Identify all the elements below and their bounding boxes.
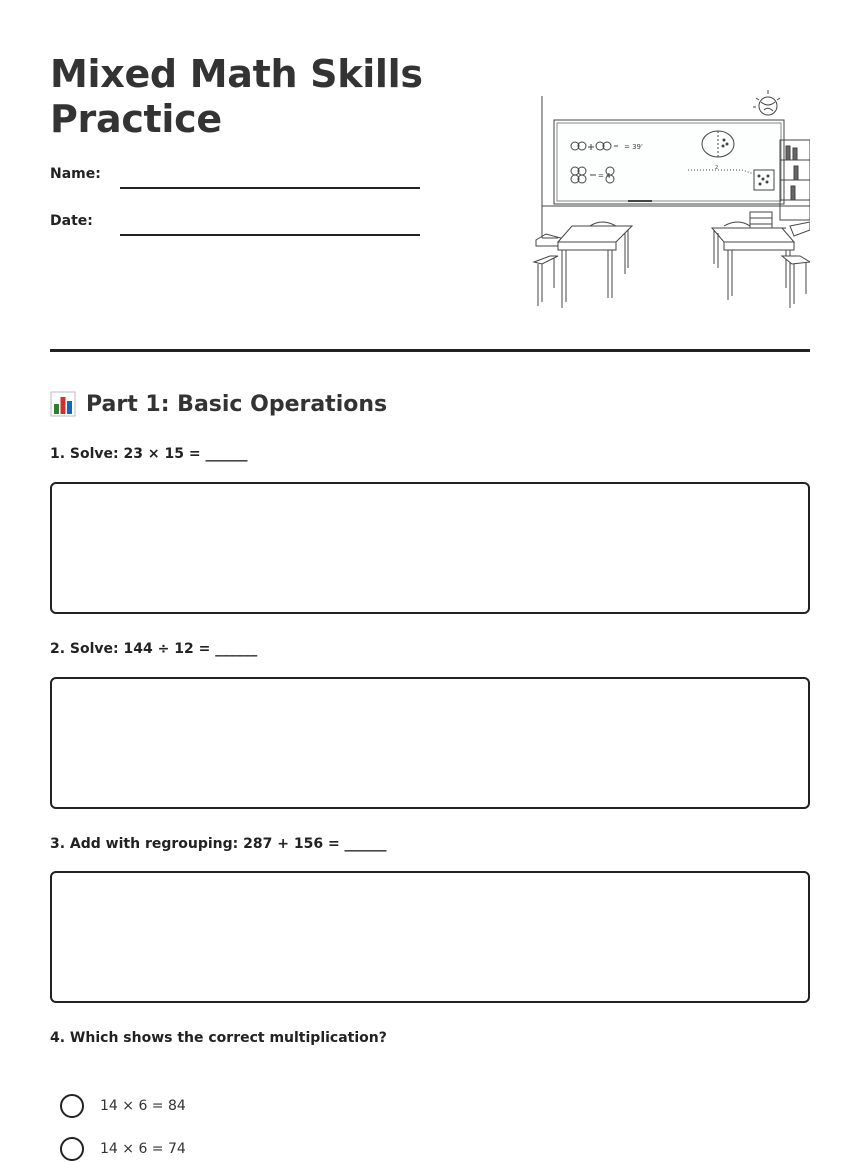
answer-box-1[interactable]: [50, 482, 810, 614]
option-1[interactable]: [60, 1093, 186, 1119]
answer-box-2[interactable]: [50, 677, 810, 809]
option-label: 14 × 6 = 84: [100, 1098, 186, 1114]
section-title: Part 1: Basic Operations: [86, 391, 388, 417]
worksheet-header: [50, 0, 810, 330]
radio-button[interactable]: [60, 1137, 84, 1161]
answer-box-3[interactable]: [50, 871, 810, 1003]
worksheet-page: [50, 0, 810, 1161]
board-text-two: 2: [715, 165, 719, 171]
date-field: [50, 209, 420, 237]
question-4: 4. Which shows the correct multiplication?: [50, 1030, 387, 1046]
board-text-sum: = 39': [624, 143, 643, 151]
header-divider: [50, 349, 810, 352]
name-label: Name:: [50, 166, 101, 182]
section-heading: [50, 388, 387, 420]
question-2: 2. Solve: 144 ÷ 12 = ______: [50, 641, 258, 657]
name-field: [50, 162, 420, 190]
bar-chart-icon: [50, 391, 76, 417]
date-line[interactable]: [120, 234, 420, 236]
name-line[interactable]: [120, 187, 420, 189]
board-text-equals: = 4: [598, 172, 611, 180]
radio-button[interactable]: [60, 1094, 84, 1118]
question-1: 1. Solve: 23 × 15 = ______: [50, 446, 248, 462]
classroom-illustration: [528, 88, 810, 314]
option-label: 14 × 6 = 74: [100, 1141, 186, 1157]
option-2[interactable]: [60, 1136, 186, 1162]
question-3: 3. Add with regrouping: 287 + 156 = ______: [50, 836, 387, 852]
worksheet-title: Mixed Math Skills Practice: [50, 52, 423, 141]
date-label: Date:: [50, 213, 93, 229]
